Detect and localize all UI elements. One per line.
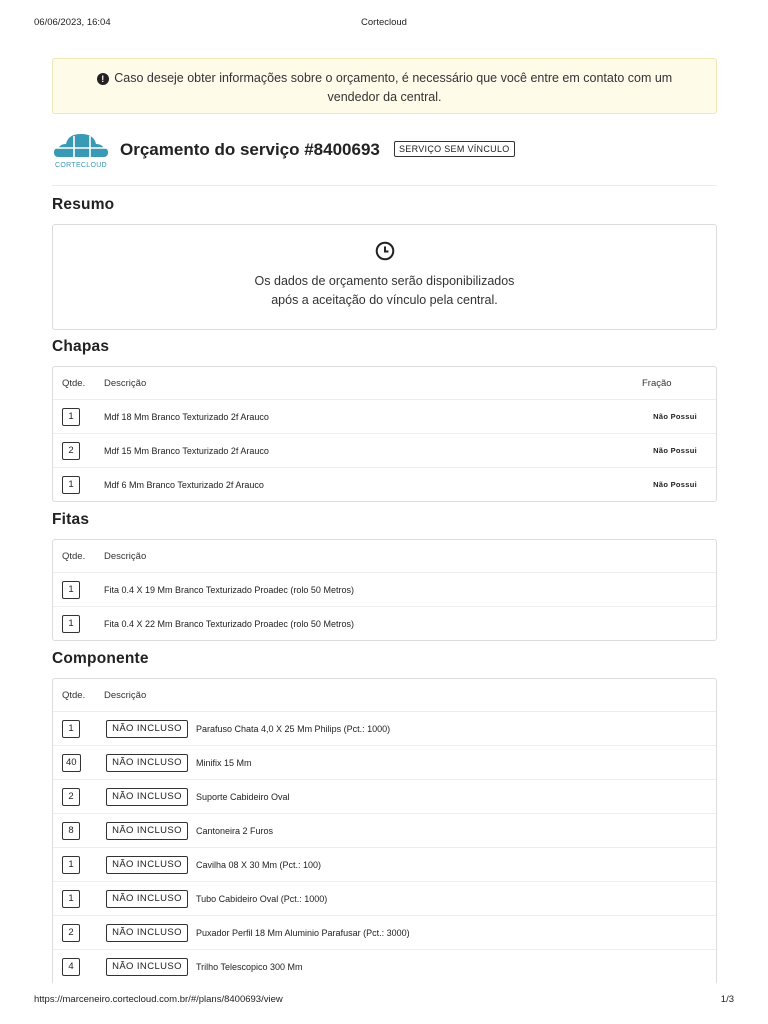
logo-text: CORTECLOUD [55,162,107,169]
not-included-badge: NÃO INCLUSO [106,822,188,840]
item-fraction: Não Possui [653,480,697,489]
table-row [53,745,716,779]
item-description: Puxador Perfil 18 Mm Aluminio Parafusar (Pct.: 3000) [196,928,410,938]
table-row [53,813,716,847]
item-description: Mdf 15 Mm Branco Texturizado 2f Arauco [104,446,269,456]
item-description: Fita 0.4 X 19 Mm Branco Texturizado Proadec (rolo 50 Metros) [104,585,354,595]
alert-text: Caso deseje obter informações sobre o orçamento, é necessário que você entre em contato com um vendedor da central. [114,71,673,104]
not-included-badge: NÃO INCLUSO [106,890,188,908]
item-description: Mdf 18 Mm Branco Texturizado 2f Arauco [104,412,269,422]
page-number: 1/3 [720,994,734,1005]
item-description: Mdf 6 Mm Branco Texturizado 2f Arauco [104,480,264,490]
componente-table [52,678,717,983]
main-content [52,58,717,983]
resumo-message [53,272,716,310]
print-site-title: Cortecloud [361,17,407,28]
page-title: Orçamento do serviço #8400693 [120,140,380,159]
info-alert [52,58,717,114]
exclamation-circle-icon: ! [97,73,109,85]
item-description: Fita 0.4 X 22 Mm Branco Texturizado Proadec (rolo 50 Metros) [104,619,354,629]
col-desc-header: Descrição [104,551,147,562]
qty-box: 40 [62,754,81,772]
clock-icon [375,241,395,261]
section-title-resumo: Resumo [52,196,115,213]
item-description: Trilho Telescopico 300 Mm [196,962,303,972]
print-date: 06/06/2023, 16:04 [34,17,111,28]
table-row [53,915,716,949]
table-row [53,847,716,881]
col-qty-header: Qtde. [62,690,86,701]
status-badge: SERVIÇO SEM VÍNCULO [394,141,515,157]
qty-box: 1 [62,720,80,738]
print-url: https://marceneiro.cortecloud.com.br/#/plans/8400693/view [34,994,283,1005]
table-row [53,949,716,983]
fitas-table-header [53,540,716,572]
chapas-table [52,366,717,502]
not-included-badge: NÃO INCLUSO [106,720,188,738]
col-qty-header: Qtde. [62,378,86,389]
col-frac-header: Fração [642,378,672,389]
not-included-badge: NÃO INCLUSO [106,958,188,976]
section-title-fitas: Fitas [52,511,90,528]
section-title-componente: Componente [52,650,149,667]
not-included-badge: NÃO INCLUSO [106,754,188,772]
not-included-badge: NÃO INCLUSO [106,788,188,806]
not-included-badge: NÃO INCLUSO [106,924,188,942]
item-fraction: Não Possui [653,446,697,455]
title-row [52,130,717,186]
qty-box: 1 [62,408,80,426]
table-row [53,572,716,606]
item-description: Cantoneira 2 Furos [196,826,274,836]
qty-box: 1 [62,856,80,874]
qty-box: 2 [62,788,80,806]
qty-box: 4 [62,958,80,976]
table-row [53,467,716,501]
table-row [53,399,716,433]
item-description: Tubo Cabideiro Oval (Pct.: 1000) [196,894,328,904]
resumo-line-2: após a aceitação do vínculo pela central. [271,293,498,307]
table-row [53,606,716,640]
chapas-table-header [53,367,716,399]
col-qty-header: Qtde. [62,551,86,562]
table-row [53,779,716,813]
resumo-line-1: Os dados de orçamento serão disponibilizados [254,274,515,288]
table-row [53,433,716,467]
section-title-chapas: Chapas [52,338,110,355]
resumo-card [52,224,717,330]
qty-box: 2 [62,442,80,460]
print-header [34,17,734,31]
qty-box: 1 [62,581,80,599]
item-description: Suporte Cabideiro Oval [196,792,290,802]
col-desc-header: Descrição [104,378,147,389]
item-description: Parafuso Chata 4,0 X 25 Mm Philips (Pct.: 1000) [196,724,391,734]
table-row [53,881,716,915]
col-desc-header: Descrição [104,690,147,701]
not-included-badge: NÃO INCLUSO [106,856,188,874]
qty-box: 1 [62,476,80,494]
qty-box: 8 [62,822,80,840]
print-footer [34,994,734,1008]
table-row [53,711,716,745]
item-description: Cavilha 08 X 30 Mm (Pct.: 100) [196,860,322,870]
qty-box: 1 [62,890,80,908]
item-description: Minifix 15 Mm [196,758,252,768]
qty-box: 1 [62,615,80,633]
fitas-table [52,539,717,641]
componente-table-header [53,679,716,711]
qty-box: 2 [62,924,80,942]
item-fraction: Não Possui [653,412,697,421]
